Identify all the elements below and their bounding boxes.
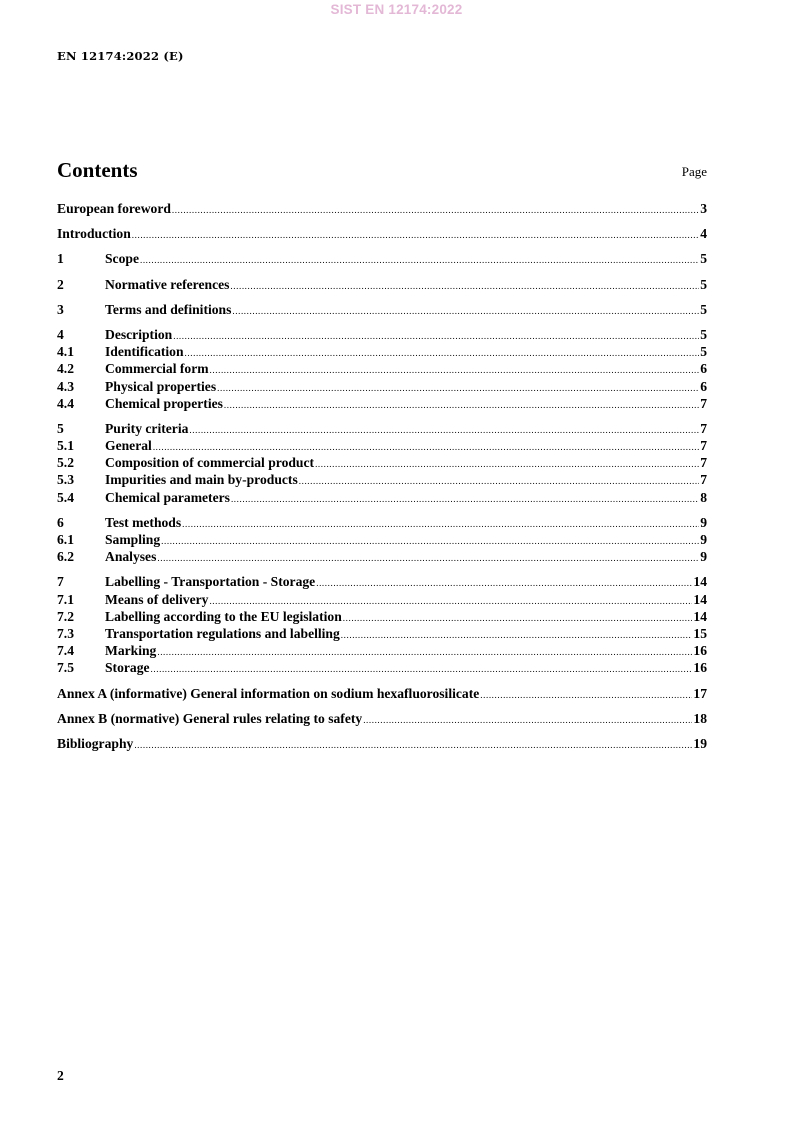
toc-entry-number: 7.1: [57, 591, 74, 607]
toc-entry-page: 9: [700, 514, 707, 530]
toc-entry-number: 4.2: [57, 361, 74, 377]
toc-entry-page: 9: [700, 549, 707, 565]
page-column-label: Page: [681, 164, 707, 179]
toc-entry-page: 17: [693, 685, 707, 701]
toc-dot-leader: [224, 400, 699, 410]
toc-entry[interactable]: [57, 438, 707, 455]
toc-dot-leader: [161, 536, 699, 546]
toc-entry[interactable]: [57, 736, 707, 753]
toc-entry-page: 15: [693, 625, 707, 641]
toc-entry[interactable]: [57, 643, 707, 660]
toc-entry-page: 7: [700, 395, 707, 411]
toc-entry-title: Transportation regulations and labelling: [105, 625, 340, 641]
toc-entry[interactable]: [57, 574, 707, 591]
toc-entry[interactable]: [57, 302, 707, 319]
toc-entry-title: Normative references: [105, 276, 230, 292]
toc-entry-number: 4.3: [57, 378, 74, 394]
toc-entry-number: 7.5: [57, 660, 74, 676]
toc-entry[interactable]: [57, 344, 707, 361]
contents-title: Contents: [57, 158, 138, 182]
toc-entry-number: 7: [57, 574, 64, 590]
toc-entry[interactable]: [57, 660, 707, 677]
toc-entry-title: Means of delivery: [105, 591, 209, 607]
toc-entry-page: 16: [693, 660, 707, 676]
toc-group: [57, 226, 707, 243]
toc-entry-page: 4: [700, 226, 707, 242]
toc-entry[interactable]: [57, 711, 707, 728]
toc-dot-leader: [134, 740, 692, 750]
toc-dot-leader: [315, 459, 699, 469]
toc-entry-number: 7.4: [57, 643, 74, 659]
toc-dot-leader: [230, 281, 699, 291]
toc-entry[interactable]: [57, 361, 707, 378]
toc-dot-leader: [140, 255, 699, 265]
toc-entry-number: 7.2: [57, 608, 74, 624]
toc-dot-leader: [153, 442, 699, 452]
toc-entry-title: Sampling: [105, 532, 161, 547]
toc-entry-title: Introduction: [57, 226, 131, 242]
toc-entry[interactable]: [57, 532, 707, 549]
document-reference: EN 12174:2022 (E): [57, 49, 184, 63]
toc-entry-number: 5.1: [57, 438, 74, 454]
toc-entry-title: Storage: [105, 660, 150, 676]
toc-entry-title: Marking: [105, 643, 157, 659]
toc-entry-page: 5: [700, 344, 707, 360]
table-of-contents: [57, 201, 707, 761]
toc-entry-page: 19: [693, 735, 707, 751]
toc-entry-title: Physical properties: [105, 378, 217, 394]
toc-dot-leader: [231, 494, 699, 504]
toc-dot-leader: [232, 306, 699, 316]
page-number: 2: [57, 1068, 64, 1083]
toc-dot-leader: [189, 425, 699, 435]
toc-entry[interactable]: [57, 327, 707, 344]
toc-entry[interactable]: [57, 251, 707, 268]
toc-dot-leader: [157, 647, 692, 657]
toc-entry-title: Labelling according to the EU legislation: [105, 608, 342, 624]
toc-entry[interactable]: [57, 421, 707, 438]
contents-header: [57, 158, 707, 184]
toc-entry-page: 7: [700, 438, 707, 454]
toc-entry-page: 8: [700, 489, 707, 505]
toc-dot-leader: [316, 578, 692, 588]
toc-dot-leader: [343, 613, 693, 623]
toc-entry-title: Scope: [105, 251, 139, 267]
watermark: SIST EN 12174:2022: [330, 2, 463, 17]
toc-entry-number: 6: [57, 514, 64, 530]
toc-entry-page: 18: [693, 710, 707, 726]
toc-entry-page: 14: [693, 574, 707, 590]
toc-dot-leader: [341, 630, 693, 640]
toc-entry-number: 4.1: [57, 344, 74, 360]
toc-entry[interactable]: [57, 490, 707, 507]
toc-entry[interactable]: [57, 592, 707, 609]
toc-entry[interactable]: [57, 396, 707, 413]
toc-entry-title: Composition of commercial product: [105, 455, 315, 471]
toc-group: [57, 421, 707, 507]
toc-entry-number: 5.4: [57, 489, 74, 505]
toc-group: [57, 251, 707, 268]
toc-entry[interactable]: [57, 609, 707, 626]
toc-dot-leader: [210, 365, 700, 375]
toc-entry-page: 6: [700, 378, 707, 394]
toc-group: [57, 327, 707, 413]
toc-entry-number: 4: [57, 326, 64, 342]
toc-entry[interactable]: [57, 515, 707, 532]
toc-dot-leader: [132, 230, 699, 240]
toc-entry-page: 5: [700, 251, 707, 267]
toc-entry-title: Description: [105, 326, 173, 342]
toc-dot-leader: [217, 383, 699, 393]
toc-group: [57, 574, 707, 677]
toc-dot-leader: [173, 331, 699, 341]
toc-entry-title: Annex A (informative) General information on sodium hexafluorosilicate: [57, 685, 480, 701]
toc-entry-page: 5: [700, 326, 707, 342]
toc-entry-title: Analyses: [105, 549, 157, 565]
toc-group: [57, 736, 707, 753]
toc-dot-leader: [363, 715, 692, 725]
toc-entry-number: 5.3: [57, 472, 74, 488]
toc-group: [57, 302, 707, 319]
toc-group: [57, 277, 707, 294]
toc-entry[interactable]: [57, 626, 707, 643]
toc-entry-page: 5: [700, 301, 707, 317]
toc-entry-page: 7: [700, 472, 707, 488]
toc-entry-title: Chemical properties: [105, 395, 223, 411]
toc-entry-page: 14: [693, 591, 707, 607]
toc-entry-number: 2: [57, 276, 64, 292]
toc-dot-leader: [151, 664, 693, 674]
toc-dot-leader: [209, 596, 692, 606]
toc-entry-title: Chemical parameters: [105, 489, 230, 505]
toc-entry-title: Identification: [105, 344, 184, 360]
toc-entry-number: 1: [57, 251, 64, 267]
toc-entry[interactable]: [57, 277, 707, 294]
toc-entry-page: 7: [700, 455, 707, 471]
toc-group: [57, 711, 707, 728]
toc-entry-number: 3: [57, 301, 64, 317]
toc-dot-leader: [157, 553, 699, 563]
toc-entry-page: 14: [693, 608, 707, 624]
toc-group: [57, 515, 707, 567]
toc-group: [57, 201, 707, 218]
toc-entry[interactable]: [57, 455, 707, 472]
toc-entry-title: Bibliography: [57, 735, 134, 751]
toc-entry-number: 6.1: [57, 532, 74, 547]
toc-entry[interactable]: [57, 379, 707, 396]
toc-entry-number: 4.4: [57, 395, 74, 411]
toc-entry-number: 5: [57, 420, 64, 436]
toc-dot-leader: [480, 690, 692, 700]
toc-dot-leader: [185, 348, 700, 358]
toc-entry-number: 7.3: [57, 625, 74, 641]
toc-entry-title: Annex B (normative) General rules relating to safety: [57, 710, 363, 726]
toc-entry-page: 6: [700, 361, 707, 377]
toc-entry-title: Terms and definitions: [105, 301, 232, 317]
toc-entry[interactable]: [57, 549, 707, 566]
toc-group: [57, 686, 707, 703]
toc-entry-page: 16: [693, 643, 707, 659]
toc-entry-title: Labelling - Transportation - Storage: [105, 574, 316, 590]
toc-entry-title: Commercial form: [105, 361, 209, 377]
toc-dot-leader: [299, 476, 699, 486]
toc-entry[interactable]: [57, 686, 707, 703]
toc-entry-title: Impurities and main by-products: [105, 472, 298, 488]
toc-entry-number: 5.2: [57, 455, 74, 471]
toc-dot-leader: [182, 519, 699, 529]
toc-entry[interactable]: [57, 201, 707, 218]
toc-entry-page: 5: [700, 276, 707, 292]
toc-entry-number: 6.2: [57, 549, 74, 565]
toc-entry[interactable]: [57, 226, 707, 243]
toc-entry-title: General: [105, 438, 152, 454]
toc-entry-title: Test methods: [105, 514, 182, 530]
toc-entry-title: European foreword: [57, 201, 171, 216]
toc-entry-page: 3: [700, 201, 707, 216]
toc-entry-title: Purity criteria: [105, 420, 189, 436]
toc-entry[interactable]: [57, 472, 707, 489]
toc-entry-page: 7: [700, 420, 707, 436]
toc-entry-page: 9: [700, 532, 707, 547]
toc-dot-leader: [172, 205, 699, 215]
